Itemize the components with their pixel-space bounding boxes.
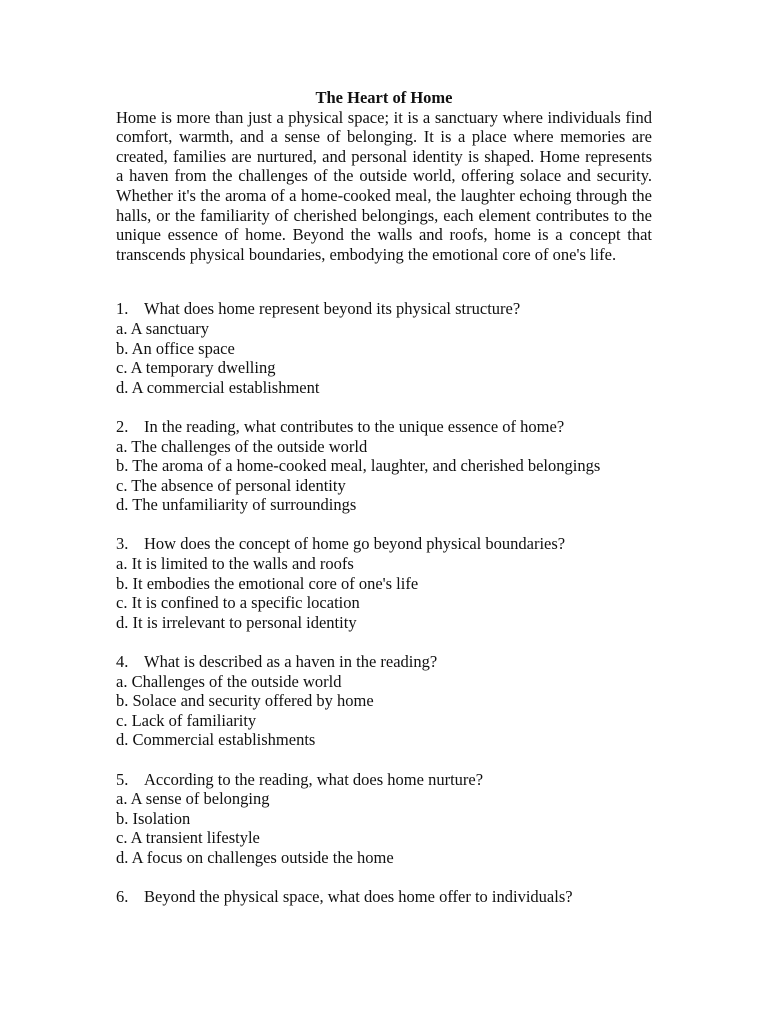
reading-passage: Home is more than just a physical space; it is a sanctuary where individuals find comfort, warmth, and a sense of belonging. It is a place where memories are created, families are nurtured, and personal identity is shaped. Home represents a haven from the challenges of the outside world, offering solace and security. Whether it's the aroma of a home-cooked meal, the laughter echoing through the halls, or the familiarity of cherished belongings, each element contributes to the unique essence of home. Beyond the walls and roofs, home is a concept that transcends physical boundaries, embodying the emotional core of one's life. <box>116 107 652 264</box>
answer-option: c. Lack of familiarity <box>116 710 257 730</box>
question-prompt: According to the reading, what does home nurture? <box>144 769 484 789</box>
question-item <box>116 534 652 632</box>
question-prompt: In the reading, what contributes to the unique essence of home? <box>144 416 565 436</box>
questions-list <box>116 299 652 906</box>
answer-option: c. A transient lifestyle <box>116 828 260 848</box>
answer-option: d. The unfamiliarity of surroundings <box>116 495 357 515</box>
question-number: 2. <box>116 416 129 436</box>
answer-option: a. The challenges of the outside world <box>116 436 368 456</box>
question-text <box>116 417 652 437</box>
document-page <box>116 88 652 926</box>
question-text <box>116 652 652 672</box>
question-item <box>116 887 652 907</box>
answer-option: b. Solace and security offered by home <box>116 691 374 711</box>
question-prompt: How does the concept of home go beyond physical boundaries? <box>144 534 566 554</box>
question-item <box>116 652 652 750</box>
answer-option: a. It is limited to the walls and roofs <box>116 554 354 574</box>
question-item <box>116 299 652 397</box>
answer-option: c. A temporary dwelling <box>116 358 276 378</box>
question-number: 4. <box>116 652 129 672</box>
answer-option: c. It is confined to a specific location <box>116 593 360 613</box>
answer-option: d. A focus on challenges outside the home <box>116 847 394 867</box>
question-item <box>116 417 652 515</box>
question-prompt: What is described as a haven in the reading? <box>144 652 438 672</box>
answer-option: a. A sanctuary <box>116 318 210 338</box>
question-number: 5. <box>116 769 129 789</box>
answer-option: d. Commercial establishments <box>116 730 316 750</box>
question-number: 3. <box>116 534 129 554</box>
answer-option: a. A sense of belonging <box>116 789 270 809</box>
answer-option: d. A commercial establishment <box>116 377 320 397</box>
question-prompt: Beyond the physical space, what does home offer to individuals? <box>144 887 573 907</box>
answer-option: b. An office space <box>116 338 235 358</box>
answer-option: c. The absence of personal identity <box>116 475 346 495</box>
question-prompt: What does home represent beyond its physical structure? <box>144 299 521 319</box>
answer-option: a. Challenges of the outside world <box>116 671 342 691</box>
question-text <box>116 770 652 790</box>
question-number: 6. <box>116 887 129 907</box>
question-text <box>116 534 652 554</box>
document-title: The Heart of Home <box>315 88 453 107</box>
question-text <box>116 299 652 319</box>
question-text <box>116 887 652 907</box>
question-item <box>116 770 652 868</box>
answer-option: b. The aroma of a home-cooked meal, laughter, and cherished belongings <box>116 456 601 476</box>
answer-option: b. It embodies the emotional core of one's life <box>116 573 419 593</box>
question-number: 1. <box>116 299 129 319</box>
answer-option: b. Isolation <box>116 808 191 828</box>
answer-option: d. It is irrelevant to personal identity <box>116 612 357 632</box>
